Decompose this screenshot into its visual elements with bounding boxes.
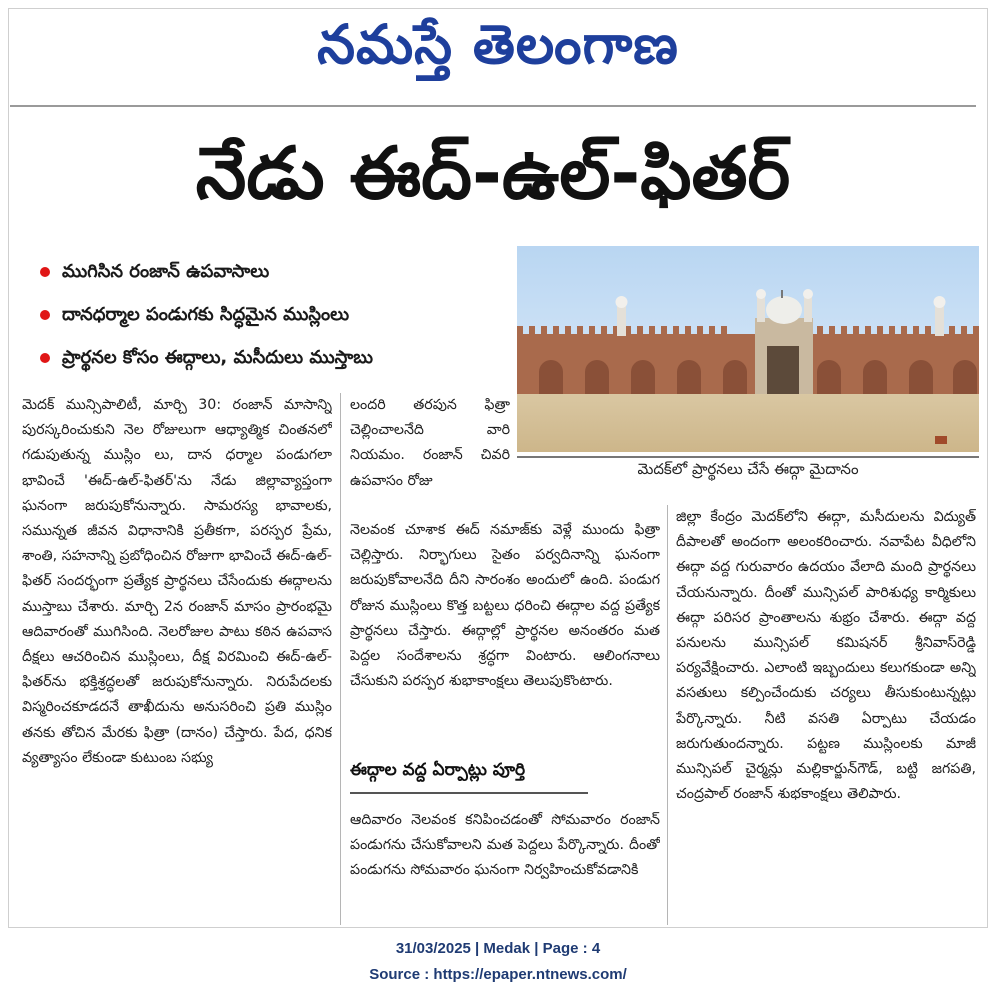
article-text: లందరి తరపున ఫిత్రా చెల్లించాలనేది వారి నియమం. రంజాన్ చివరి ఉపవాసం రోజు <box>350 397 510 489</box>
bullet-text: దానధర్మాల పండుగకు సిద్ధమైన ముస్లింలు <box>62 304 350 325</box>
article-column-1 <box>22 393 332 925</box>
column-divider <box>667 505 668 925</box>
headline: నేడు ఈద్-ఉల్-ఫితర్ <box>195 131 791 215</box>
article-column-2-top <box>350 393 510 498</box>
article-subheading: ఈద్గాల వద్ద ఏర్పాట్లు పూర్తి <box>350 760 526 780</box>
edition-info: 31/03/2025 | Medak | Page : 4 <box>395 940 601 957</box>
column-divider <box>340 393 341 925</box>
summary-bullets <box>40 250 500 379</box>
newspaper-masthead: నమస్తే తెలంగాణ <box>317 12 679 76</box>
caption-rule <box>517 456 979 458</box>
bullet-item <box>40 336 500 379</box>
bullet-text: ముగిసిన రంజాన్ ఉపవాసాలు <box>62 261 270 282</box>
bullet-text: ప్రార్థనల కోసం ఈద్గాలు, మసీదులు ముస్తాబు <box>62 347 373 368</box>
article-text: జిల్లా కేంద్రం మెదక్‌లోని ఈద్గా, మసీదులను విద్యుత్ దీపాలతో అందంగా అలంకరించారు. నవాపేట వీధిలోని ఈద్గా వద్ద గురువారం ఉదయం వేలాది మంది ప్రార్థనలు చేయనున్నారు. దీంతో మున్సిపల్ పారిశుధ్య కార్మికులు ఈద్గా పరిసర ప్రాంతాలను శుభ్రం చేశారు. ఈద్గా వద్ద పనులను మున్సిపల్ కమిషనర్ శ్రీనివాస్‌రెడ్డి పర్యవేక్షించారు. ఎలాంటి ఇబ్బందులు కలుగకుండా అన్ని వసతులు కల్పించేందుకు చర్యలు తీసుకుంటున్నట్లు పేర్కొన్నారు. నీటి వసతి ఏర్పాటు చేయడం జరుగుతుందన్నారు. పట్టణ ముస్లింలకు మాజీ మున్సిపల్ చైర్మన్లు మల్లికార్జున్‌గౌడ్, బట్టి జగపతి, చంద్రపాల్ రంజాన్ శుభకాంక్షలు తెలిపారు. <box>676 509 976 803</box>
subheading-underline <box>350 792 588 794</box>
eidgah-illustration <box>517 246 979 452</box>
eidgah-photo <box>517 246 979 452</box>
red-dot-icon <box>40 310 50 320</box>
source-link[interactable]: Source : https://epaper.ntnews.com/ <box>369 966 627 983</box>
article-column-3 <box>676 505 976 925</box>
red-dot-icon <box>40 353 50 363</box>
bullet-item <box>40 250 500 293</box>
masthead-rule <box>10 105 976 107</box>
photo-caption: మెదక్‌లో ప్రార్థనలు చేసే ఈద్గా మైదానం <box>637 460 859 478</box>
article-column-2-middle <box>350 518 660 753</box>
article-text: నెలవంక చూశాక ఈద్ నమాజ్‌కు వెళ్లే ముందు ఫిత్రా చెల్లిస్తారు. నిర్భాగులు సైతం పర్వదినాన్ని ఘనంగా జరుపుకోవాలనేది దీని సారంశం అందులో ఉంది. పండుగ రోజున ముస్లింలు కొత్త బట్టలు ధరించి ఈద్గాల వద్ద ప్రత్యేక ప్రార్థనలు చేస్తారు. ఈద్గాల్లో ప్రార్థనల అనంతరం మత పెద్దల సందేశాలను శ్రద్ధగా వింటారు. ఆలింగనాలు చేసుకుని పరస్పర శుభాకాంక్షలు తెలుపుకొంటారు. <box>350 522 660 690</box>
red-dot-icon <box>40 267 50 277</box>
bullet-item <box>40 293 500 336</box>
page-footer <box>0 936 996 988</box>
article-column-2-bottom <box>350 808 660 923</box>
article-text: మెదక్ మున్సిపాలిటీ, మార్చి 30: రంజాన్ మాసాన్ని పురస్కరించుకుని నెల రోజులుగా ఆధ్యాత్మిక చింతనలో గడుపుతున్న ముస్లిం లు, దాన ధర్మాల పండుగలా భావించే 'ఈద్-ఉల్-ఫితర్'ను నేడు జిల్లావ్యాప్తంగా ఘనంగా జరుపుకోనున్నారు. సామరస్య భావాలకు, సమున్నత జీవన విధానానికి ప్రతీకగా, పరస్పర ప్రేమ, శాంతి, సహనాన్ని ప్రబోధించిన రోజుగా భావించే ఈద్-ఉల్-ఫితర్ సందర్భంగా ప్రత్యేక ప్రార్థనలు చేసేందుకు ఈద్గాలను ముస్తాబు చేశారు. మార్చి 2న రంజాన్ మాసం ప్రారంభమై ఆదివారంతో ముగిసింది. నెలరోజుల పాటు కఠిన ఉపవాస దీక్షలు ఆచరించిన ముస్లింలు, దీక్ష విరమించి ఈద్-ఉల్-ఫితర్‌ను భక్తిశ్రద్ధలతో జరుపుకోనున్నారు. నిరుపేదలకు విస్మరించకూడదనే తాఖీదును అనుసరించి ప్రతి ముస్లిం తనకు తోచిన మేరకు ఫిత్రా (దానం) చేస్తారు. పేద, ధనిక వ్యత్యాసం లేకుండా కుటుంబ సభ్యు <box>22 397 332 766</box>
article-text: ఆదివారం నెలవంక కనిపించడంతో సోమవారం రంజాన్ పండుగను చేసుకోవాలని మత పెద్దలు పేర్కొన్నారు. దీంతో పండుగను సోమవారం ఘనంగా నిర్వహించుకోవడానికి <box>350 812 660 879</box>
